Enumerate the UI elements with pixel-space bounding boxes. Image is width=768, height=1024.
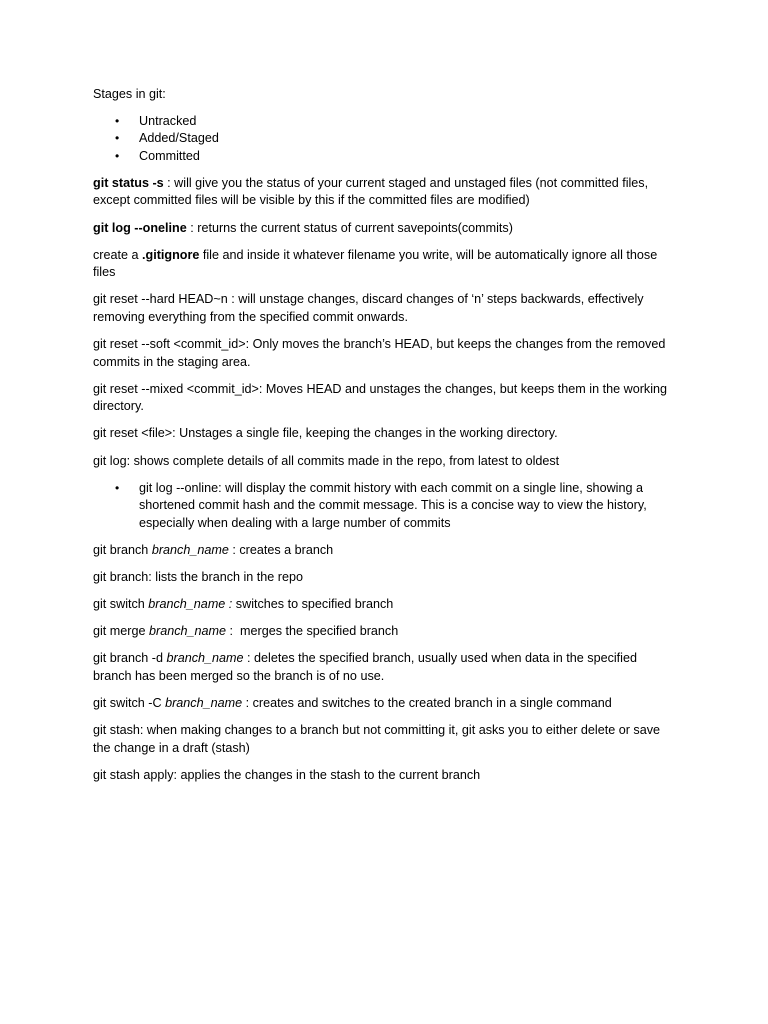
git-switch-create-paragraph: git switch -C branch_name : creates and switches to the created branch in a single command [93, 695, 612, 710]
stages-heading: Stages in git: [93, 87, 166, 101]
git-stash-apply-paragraph: git stash apply: applies the changes in the stash to the current branch [93, 767, 481, 782]
list-item: • git log --online: will display the commit history with each commit on a single line, showing a shortened commit hash and the commit message. This is a concise way to view the history, especially when dealing with a large number of commits [115, 480, 647, 530]
list-item: • Untracked [93, 113, 673, 131]
argument-text: branch_name [166, 651, 244, 666]
git-reset-soft-paragraph: git reset --soft <commit_id>: Only moves the branch’s HEAD, but keeps the changes from the removed commits in the staging area. [93, 337, 666, 369]
argument-text: branch_name [151, 542, 229, 557]
git-log-sublist [93, 480, 673, 533]
list-item: • Added/Staged [93, 130, 673, 148]
gitignore-paragraph: create a .gitignore file and inside it whatever filename you write, will be automatically ignore all those files [93, 247, 658, 280]
bullet-icon: • [115, 148, 120, 163]
git-branch-create-paragraph: git branch branch_name : creates a branch [93, 542, 334, 557]
git-merge-paragraph: git merge branch_name : merges the specified branch [93, 624, 399, 639]
bullet-icon: • [115, 113, 120, 128]
command-text: git log --oneline [93, 220, 187, 235]
git-status-paragraph: git status -s : will give you the status of your current staged and unstaged files (not committed files, except committed files will be visible by this if the committed files are modified) [93, 175, 649, 208]
git-branch-delete-paragraph: git branch -d branch_name : deletes the specified branch, usually used when data in the specified branch has been merged so the branch is of no use. [93, 651, 637, 683]
git-reset-hard-paragraph: git reset --hard HEAD~n : will unstage changes, discard changes of ‘n’ steps backwards, effectively removing everything from the specified commit onwards. [93, 292, 644, 324]
bullet-icon: • [115, 480, 120, 495]
git-reset-file-paragraph: git reset <file>: Unstages a single file, keeping the changes in the working directory. [93, 426, 558, 441]
stages-list [93, 113, 673, 166]
argument-text: branch_name : [148, 597, 233, 612]
git-reset-mixed-paragraph: git reset --mixed <commit_id>: Moves HEAD and unstages the changes, but keeps them in the working directory. [93, 381, 667, 414]
argument-text: branch_name [165, 695, 243, 710]
git-branch-list-paragraph: git branch: lists the branch in the repo [93, 569, 304, 584]
list-item: • Committed [93, 148, 673, 166]
git-stash-paragraph: git stash: when making changes to a branch but not committing it, git asks you to either delete or save the change in a draft (stash) [93, 723, 661, 755]
bullet-icon: • [115, 131, 120, 146]
filename-text: .gitignore [142, 247, 200, 262]
argument-text: branch_name [149, 624, 227, 639]
document-body [93, 86, 673, 794]
git-log-paragraph: git log: shows complete details of all commits made in the repo, from latest to oldest [93, 453, 560, 468]
git-switch-paragraph: git switch branch_name : switches to specified branch [93, 597, 394, 612]
command-text: git status -s [93, 175, 164, 190]
git-log-oneline-paragraph: git log --oneline : returns the current status of current savepoints(commits) [93, 220, 513, 235]
